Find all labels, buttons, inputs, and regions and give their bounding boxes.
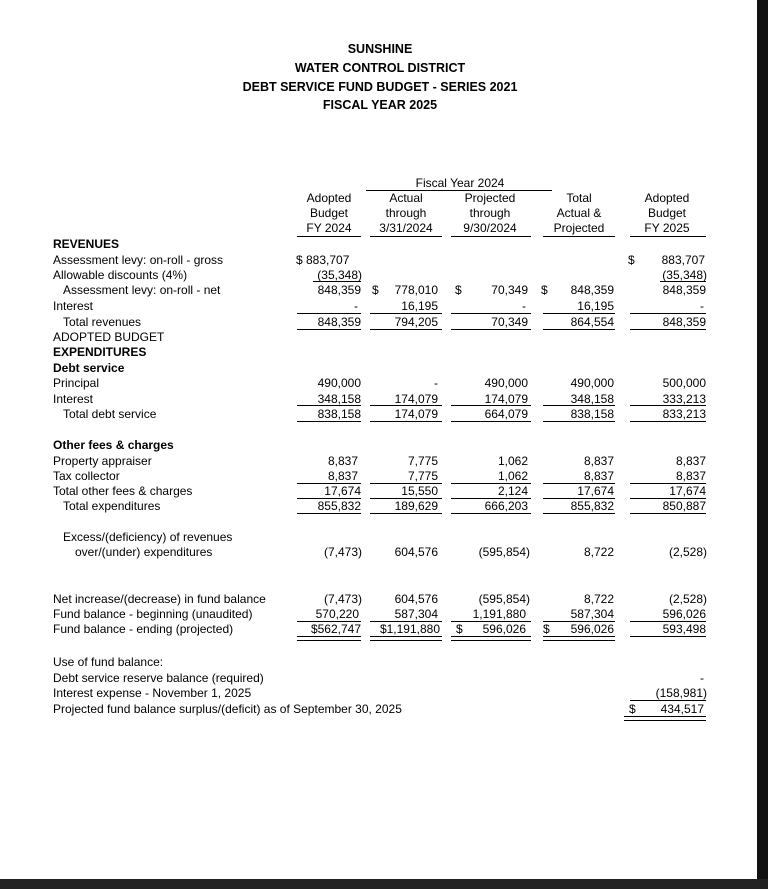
col-1-header-line-2: Budget [309, 206, 349, 220]
row-excess-c1: (7,473) [323, 545, 362, 559]
row-total-revenues-label: Total revenues [63, 315, 142, 329]
section-revenues: REVENUES [53, 237, 120, 251]
row-fb-end-c1: $562,747 [310, 622, 361, 636]
col-1-header-rule [297, 236, 361, 237]
title-line-2: WATER CONTROL DISTRICT [294, 61, 466, 75]
row-property-appraiser-c5: 8,837 [675, 454, 706, 468]
row-levy-net-c2: 778,010 [394, 283, 438, 297]
row-levy-net-c4: 848,359 [570, 283, 614, 297]
col-3-header-line-1: Projected [464, 191, 516, 205]
col-3-header-line-2: through [469, 206, 511, 220]
rule [451, 513, 531, 514]
currency-symbol: $ [628, 253, 635, 267]
row-total-exp-c5: 850,887 [662, 499, 706, 513]
section-debt-service: Debt service [53, 361, 125, 375]
row-net-increase-label: Net increase/(decrease) in fund balance [53, 592, 266, 606]
row-principal-c2: - [434, 376, 438, 390]
row-fb-end-c3: 596,026 [482, 622, 526, 636]
rule [630, 405, 706, 406]
row-excess-c3: (595,854) [478, 545, 530, 559]
double-rule [297, 636, 361, 641]
rule [297, 313, 361, 314]
rule [297, 329, 361, 330]
row-fb-begin-c2: 587,304 [394, 607, 438, 621]
row-total-other-c4: 17,674 [577, 484, 614, 498]
row-total-exp-c2: 189,629 [394, 499, 438, 513]
row-property-appraiser-c2: 7,775 [407, 454, 438, 468]
rule [630, 421, 706, 422]
row-property-appraiser-label: Property appraiser [53, 454, 152, 468]
fund-use-surplus-value: 434,517 [660, 702, 704, 716]
rule [543, 405, 615, 406]
col-1-header-line-1: Adopted [306, 191, 352, 205]
row-principal-c3: 490,000 [484, 376, 528, 390]
double-rule [624, 716, 706, 721]
row-total-revenues-c1: 848,359 [317, 315, 361, 329]
row-interest-rev-c5: - [700, 299, 704, 313]
rule [451, 421, 531, 422]
fund-use-interest-value: (158,981) [655, 686, 707, 700]
col-4-header-line-3: Projected [553, 221, 605, 235]
col-4-header-rule [543, 236, 615, 237]
double-rule [370, 636, 442, 641]
row-interest-rev-c3: - [522, 299, 526, 313]
currency-symbol: $ [456, 622, 463, 636]
row-levy-net-label: Assessment levy: on-roll - net [63, 283, 221, 297]
currency-symbol: $ [541, 283, 548, 297]
row-excess-label-line-2: over/(under) expenditures [75, 545, 213, 559]
row-total-exp-c3: 666,203 [484, 499, 528, 513]
row-net-increase-c3: (595,854) [478, 592, 530, 606]
row-interest-rev-c4: 16,195 [577, 299, 614, 313]
window-frame-right [757, 0, 768, 889]
rule [543, 329, 615, 330]
fund-use-reserve-value: - [700, 671, 704, 685]
row-fb-end-c4: 596,026 [570, 622, 614, 636]
currency-symbol: $ [543, 622, 550, 636]
row-levy-gross-c5: 883,707 [661, 253, 705, 267]
currency-symbol: $ [372, 283, 379, 297]
fund-use-heading: Use of fund balance: [53, 655, 164, 669]
rule [370, 313, 442, 314]
row-tax-collector-c3: 1,062 [497, 469, 528, 483]
section-other-fees: Other fees & charges [53, 438, 174, 452]
section-expenditures: EXPENDITURES [53, 345, 147, 359]
title-line-4: FISCAL YEAR 2025 [322, 98, 438, 112]
row-net-increase-c5: (2,528) [668, 592, 707, 606]
row-net-increase-c4: 8,722 [583, 592, 614, 606]
col-4-header-line-2: Actual & [556, 206, 602, 220]
row-tax-collector-c4: 8,837 [583, 469, 614, 483]
row-total-revenues-c5: 848,359 [662, 315, 706, 329]
row-total-other-label: Total other fees & charges [53, 484, 193, 498]
row-fb-begin-c5: 596,026 [662, 607, 706, 621]
row-interest-exp-c3: 174,079 [484, 392, 528, 406]
rule [543, 513, 615, 514]
row-fb-end-c5: 593,498 [662, 622, 706, 636]
col-5-header-line-2: Budget [647, 206, 687, 220]
col-4-header-line-1: Total [566, 191, 592, 205]
fiscal-year-group-header: Fiscal Year 2024 [415, 176, 505, 190]
row-total-other-c1: 17,674 [324, 484, 361, 498]
row-total-other-c5: 17,674 [669, 484, 706, 498]
row-interest-exp-c1: 348,158 [317, 392, 361, 406]
row-fb-begin-c4: 587,304 [570, 607, 614, 621]
row-total-revenues-c2: 794,205 [394, 315, 438, 329]
row-principal-c1: 490,000 [317, 376, 361, 390]
row-total-exp-c4: 855,832 [570, 499, 614, 513]
rule [630, 313, 706, 314]
row-total-debt-c3: 664,079 [484, 407, 528, 421]
title-line-1: SUNSHINE [347, 42, 413, 56]
double-rule [451, 636, 531, 641]
rule [630, 329, 706, 330]
row-tax-collector-c5: 8,837 [675, 469, 706, 483]
row-excess-c2: 604,576 [394, 545, 438, 559]
col-5-header-rule [630, 236, 706, 237]
rule [370, 329, 442, 330]
fund-use-interest-label: Interest expense - November 1, 2025 [53, 686, 252, 700]
rule [543, 313, 615, 314]
rule [370, 513, 442, 514]
row-levy-net-c5: 848,359 [662, 283, 706, 297]
row-total-debt-c2: 174,079 [394, 407, 438, 421]
col-3-header-line-3: 9/30/2024 [463, 221, 517, 235]
rule [451, 329, 531, 330]
row-interest-exp-label: Interest [53, 392, 94, 406]
col-2-header-line-3: 3/31/2024 [379, 221, 433, 235]
col-3-header-rule [451, 236, 531, 237]
row-tax-collector-label: Tax collector [53, 469, 120, 483]
row-total-revenues-c3: 70,349 [491, 315, 528, 329]
rule [370, 405, 442, 406]
row-total-debt-c4: 838,158 [570, 407, 614, 421]
rule [297, 421, 361, 422]
row-discounts-c1: (35,348) [317, 268, 362, 282]
currency-symbol: $ [455, 283, 462, 297]
rule [630, 700, 706, 701]
row-discounts-label: Allowable discounts (4%) [53, 268, 188, 282]
row-excess-c5: (2,528) [668, 545, 707, 559]
col-5-header-line-3: FY 2025 [644, 221, 690, 235]
row-interest-exp-c2: 174,079 [394, 392, 438, 406]
currency-symbol: $ [629, 702, 636, 716]
rule [630, 513, 706, 514]
row-fb-begin-c3: 1,191,880 [472, 607, 526, 621]
fund-use-reserve-label: Debt service reserve balance (required) [53, 671, 264, 685]
row-interest-rev-label: Interest [53, 299, 94, 313]
row-tax-collector-c2: 7,775 [407, 469, 438, 483]
row-principal-c4: 490,000 [570, 376, 614, 390]
row-total-exp-c1: 855,832 [317, 499, 361, 513]
row-fb-end-c2: $1,191,880 [379, 622, 440, 636]
row-excess-c4: 8,722 [583, 545, 614, 559]
col-1-header-line-3: FY 2024 [306, 221, 352, 235]
row-total-other-c3: 2,124 [497, 484, 528, 498]
row-levy-net-c1: 848,359 [317, 283, 361, 297]
row-principal-c5: 500,000 [662, 376, 706, 390]
col-2-header-rule [370, 236, 442, 237]
row-total-exp-label: Total expenditures [63, 499, 161, 513]
row-interest-exp-c4: 348,158 [570, 392, 614, 406]
row-total-revenues-c4: 864,554 [570, 315, 614, 329]
row-net-increase-c2: 604,576 [394, 592, 438, 606]
rule [313, 281, 361, 282]
title-line-3: DEBT SERVICE FUND BUDGET - SERIES 2021 [242, 80, 518, 94]
row-tax-collector-c1: 8,837 [327, 469, 358, 483]
row-discounts-c5: (35,348) [662, 268, 707, 282]
rule [543, 421, 615, 422]
rule [451, 313, 531, 314]
row-interest-rev-c2: 16,195 [401, 299, 438, 313]
row-principal-label: Principal [53, 376, 100, 390]
row-property-appraiser-c4: 8,837 [583, 454, 614, 468]
row-property-appraiser-c3: 1,062 [497, 454, 528, 468]
row-levy-gross-c1: $ 883,707 [296, 253, 350, 267]
row-fb-begin-label: Fund balance - beginning (unaudited) [53, 607, 253, 621]
row-interest-rev-c1: - [354, 299, 358, 313]
col-2-header-line-1: Actual [389, 191, 423, 205]
double-rule [543, 636, 615, 641]
row-levy-net-c3: 70,349 [491, 283, 528, 297]
row-interest-exp-c5: 333,213 [662, 392, 706, 406]
rule [297, 405, 361, 406]
rule [451, 405, 531, 406]
row-net-increase-c1: (7,473) [323, 592, 362, 606]
row-total-debt-c1: 838,158 [317, 407, 361, 421]
col-2-header-line-2: through [385, 206, 427, 220]
fund-use-surplus-label: Projected fund balance surplus/(deficit) as of September 30, 2025 [53, 702, 402, 716]
row-excess-label-line-1: Excess/(deficiency) of revenues [63, 530, 233, 544]
rule [630, 636, 706, 637]
row-total-other-c2: 15,550 [401, 484, 438, 498]
window-frame-bottom [0, 879, 768, 889]
row-levy-gross-label: Assessment levy: on-roll - gross [53, 253, 224, 267]
col-5-header-line-1: Adopted [644, 191, 690, 205]
row-fb-begin-c1: 570,220 [315, 607, 359, 621]
rule [297, 513, 361, 514]
row-fb-end-label: Fund balance - ending (projected) [53, 622, 234, 636]
rule [370, 421, 442, 422]
section-adopted-budget: ADOPTED BUDGET [53, 330, 165, 344]
row-total-debt-c5: 833,213 [662, 407, 706, 421]
row-property-appraiser-c1: 8,837 [327, 454, 358, 468]
rule [660, 281, 706, 282]
row-total-debt-label: Total debt service [63, 407, 157, 421]
